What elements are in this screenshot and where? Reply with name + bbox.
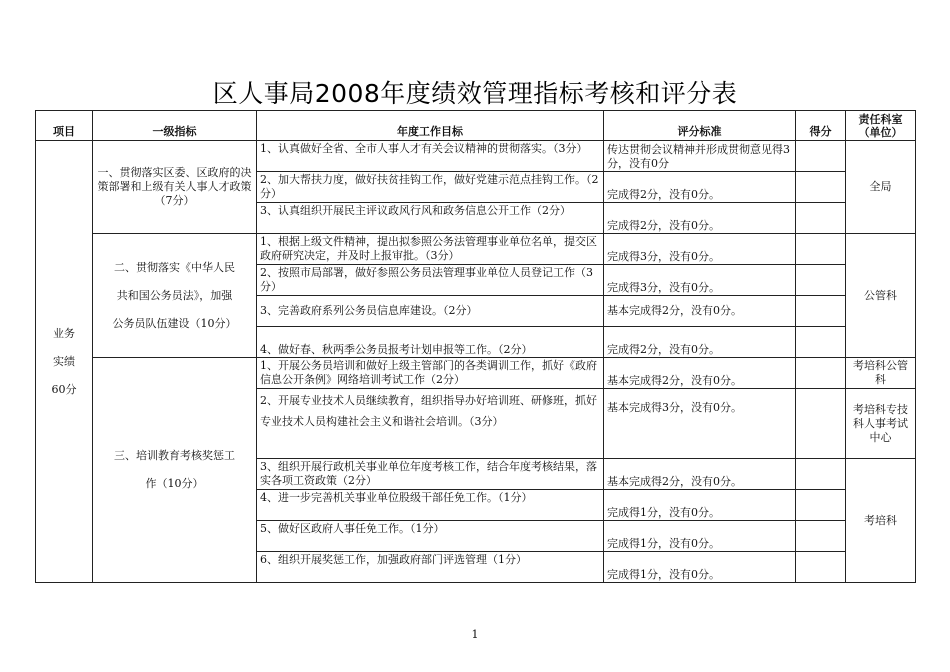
standard-cell: 基本完成得2分，没有0分。 [604,358,796,389]
dept-cell: 公管科 [846,234,916,358]
goal-cell: 2、开展专业技术人员继续教育，组织指导办好培训班、研修班，抓好专业技术人员构建社会主义和谐社会培训。（3分） [257,389,604,459]
table-row [36,358,916,389]
standard-cell: 基本完成得2分，没有0分。 [604,296,796,327]
dept-cell: 考培科公管科 [846,358,916,389]
score-cell [796,521,846,552]
dept-cell: 全局 [846,141,916,234]
standard-cell: 完成得1分，没有0分。 [604,552,796,583]
goal-cell: 4、做好春、秋两季公务员报考计划申报等工作。（2分） [257,327,604,358]
score-cell [796,552,846,583]
standard-cell: 完成得2分，没有0分。 [604,203,796,234]
level1-cell: 一、贯彻落实区委、区政府的决策部署和上级有关人事人才政策（7分） [93,141,257,234]
standard-cell: 完成得1分，没有0分。 [604,521,796,552]
table-row [36,141,916,172]
score-cell [796,234,846,265]
goal-cell: 2、按照市局部署，做好参照公务员法管理事业单位人员登记工作（3分） [257,265,604,296]
score-cell [796,296,846,327]
standard-cell: 完成得3分，没有0分。 [604,234,796,265]
score-cell [796,172,846,203]
score-cell [796,358,846,389]
dept-cell: 考培科 [846,459,916,583]
score-cell [796,389,846,459]
score-cell [796,265,846,296]
level1-cell: 二、贯彻落实《中华人民 共和国公务员法》，加强 公务员队伍建设（10分） [93,234,257,358]
score-cell [796,203,846,234]
standard-cell: 基本完成得2分，没有0分。 [604,459,796,490]
goal-cell: 2、加大帮扶力度，做好扶贫挂钩工作，做好党建示范点挂钩工作。（2分） [257,172,604,203]
header-score: 得分 [796,111,846,141]
score-cell [796,490,846,521]
header-goal: 年度工作目标 [257,111,604,141]
goal-cell: 1、根据上级文件精神，提出拟参照公务法管理事业单位名单，提交区政府研究决定，并及时上报审批。（3分） [257,234,604,265]
goal-cell: 1、认真做好全省、全市人事人才有关会议精神的贯彻落实。（3分） [257,141,604,172]
level1-cell: 三、培训教育考核奖惩工 作（10分） [93,358,257,583]
score-cell [796,459,846,490]
standard-cell: 完成得1分，没有0分。 [604,490,796,521]
project-cell: 业务 实绩 60分 [36,141,93,583]
goal-cell: 3、认真组织开展民主评议政风行风和政务信息公开工作（2分） [257,203,604,234]
goal-cell: 6、组织开展奖惩工作，加强政府部门评选管理（1分） [257,552,604,583]
standard-cell: 完成得2分，没有0分。 [604,327,796,358]
goal-cell: 5、做好区政府人事任免工作。（1分） [257,521,604,552]
goal-cell: 3、完善政府系列公务员信息库建设。（2分） [257,296,604,327]
header-project: 项目 [36,111,93,141]
dept-cell: 考培科专技科人事考试中心 [846,389,916,459]
score-cell [796,327,846,358]
header-row [36,111,916,141]
table-row [36,234,916,265]
goal-cell: 4、进一步完善机关事业单位股级干部任免工作。（1分） [257,490,604,521]
goal-cell: 1、开展公务员培训和做好上级主管部门的各类调训工作，抓好《政府信息公开条例》网络培训考试工作（2分） [257,358,604,389]
assessment-table [35,110,916,583]
standard-cell: 完成得2分，没有0分。 [604,172,796,203]
standard-cell: 传达贯彻会议精神并形成贯彻意见得3分，没有0分 [604,141,796,172]
header-standard: 评分标准 [604,111,796,141]
page-number: 1 [471,628,479,641]
header-level1: 一级指标 [93,111,257,141]
standard-cell: 完成得3分，没有0分。 [604,265,796,296]
score-cell [796,141,846,172]
header-dept: 责任科室（单位） [846,111,916,141]
page-title: 区人事局2008年度绩效管理指标考核和评分表 [212,79,738,108]
standard-cell: 基本完成得3分，没有0分。 [604,389,796,459]
goal-cell: 3、组织开展行政机关事业单位年度考核工作，结合年度考核结果，落实各项工资政策（2分） [257,459,604,490]
